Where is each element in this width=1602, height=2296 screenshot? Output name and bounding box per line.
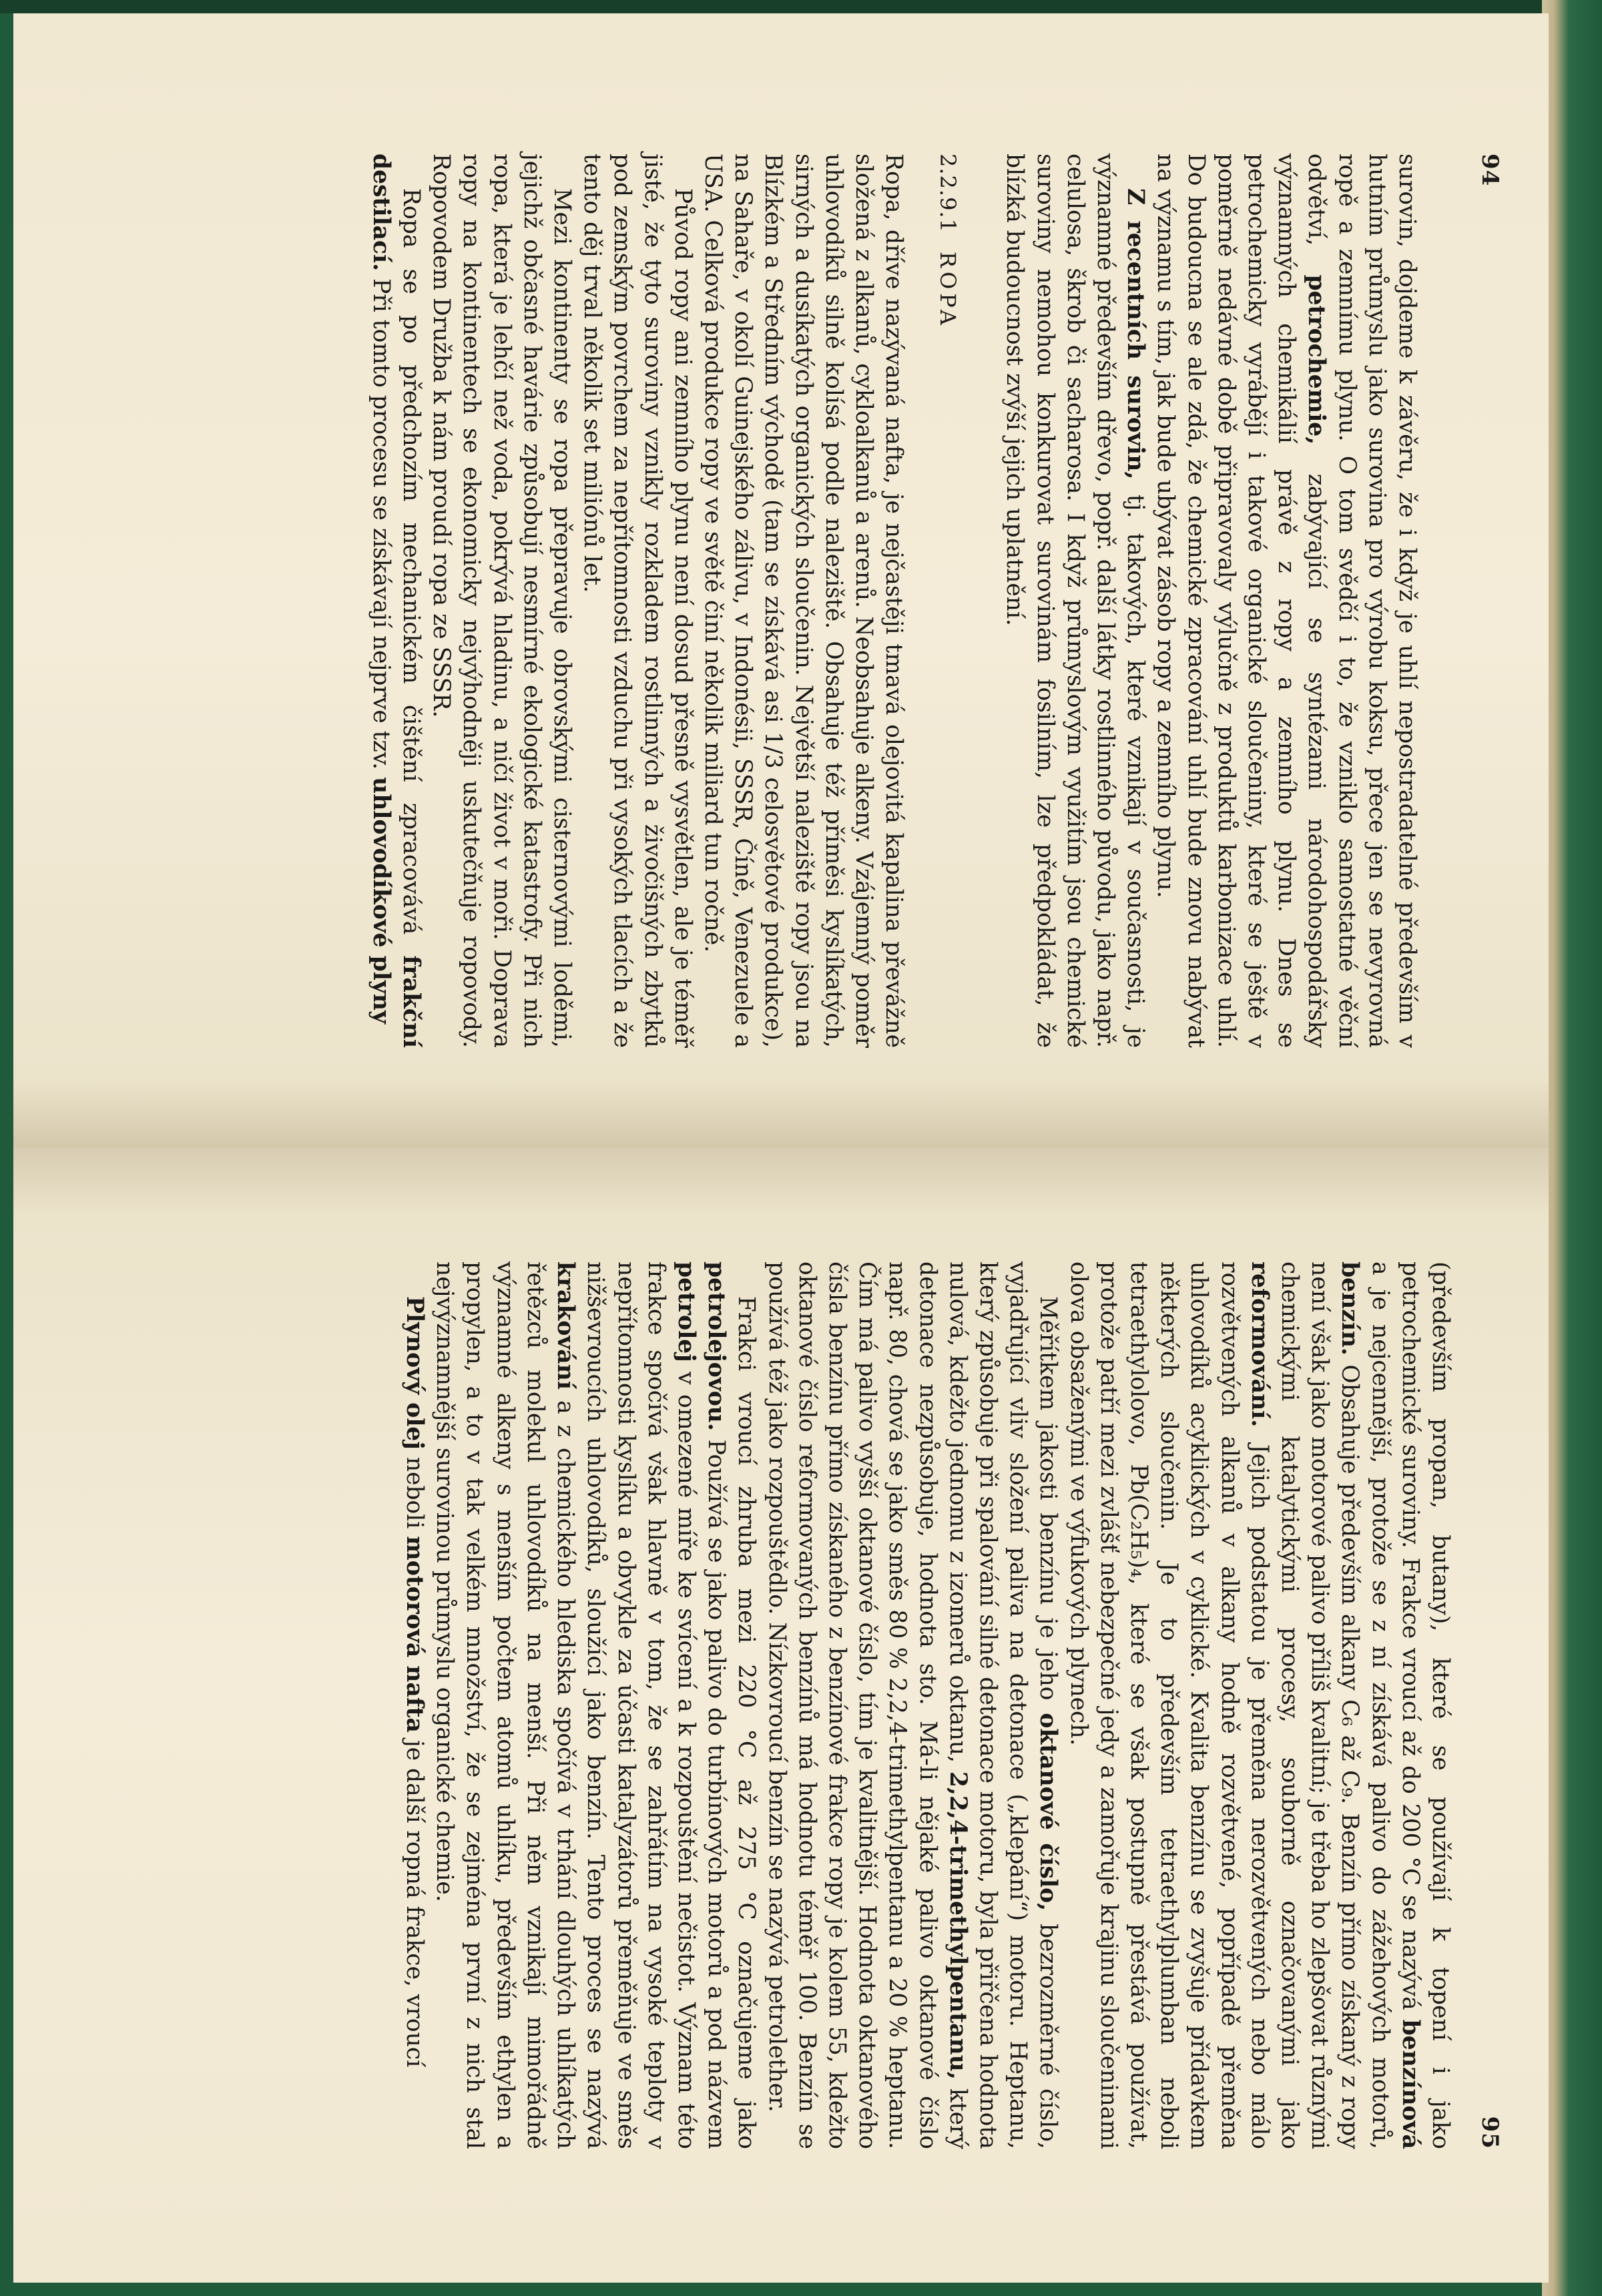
section-heading xyxy=(935,154,961,1048)
text-run: neboli xyxy=(401,1456,429,1529)
bold-term: uhlovodíkové plyny xyxy=(367,777,394,1025)
bold-term: 2,2,4-trimethylpentanu, xyxy=(944,1771,971,2080)
bold-term: motorová nafta xyxy=(401,1536,429,1733)
text-run: Při tomto procesu se získávají nejprve tzv. xyxy=(367,278,394,770)
bold-term: reformování. xyxy=(1246,1261,1273,1428)
bold-term: oktanové číslo, xyxy=(1035,1713,1062,1912)
section-number: 2.2.9.1 xyxy=(935,154,961,233)
text-run: a je nejcennější, protože se z ní získává palivo do zážehových motorů, xyxy=(1366,1261,1394,2149)
text-run: v omezené míře ke svícení a k rozpouštění nečistot. Význam této frakce spočívá však hlavně v tom, že se zahřátím na vysoké teploty v nepřítomnosti kyslíku a obvykle za účasti katalyzátorů přeměňuje ve směs nižševroucích uhlovodíků, sloužící jako benzín. Tento proces se nazývá xyxy=(582,1261,700,2149)
section-title: ROPA xyxy=(935,251,961,329)
bold-term: petrochemie, xyxy=(1303,274,1330,445)
bold-term: Plynový olej xyxy=(401,1296,429,1450)
paragraph xyxy=(1150,154,1422,1048)
page-number: 94 xyxy=(1477,154,1503,187)
text-run: bezrozměrné číslo, vyjadřující vliv složení paliva na detonace („klepání“) motoru. Heptanu, který způsobuje při spalování silné detonace motoru, byla přiřčena hodnota nulová, kdežto jednomu z izomerů oktanu, xyxy=(944,1261,1062,2149)
book-cover-edge xyxy=(1542,0,1602,2296)
bold-term: petrolejovou. xyxy=(703,1261,730,1431)
paragraph xyxy=(761,1261,1063,2149)
text-run: Původ ropy ani zemního plynu není dosud přesně vysvětlen, ale je téměř jisté, že tyto suroviny vznikly rozkladem rostlinných a živočišných zbytků pod zemským povrchem za nepřítomnosti vzduchu při vysokých tlacích a že tento děj trval několik set miliónů let. xyxy=(579,154,696,1048)
text-run: je další ropná frakce, vroucí xyxy=(401,1739,429,2068)
bold-term: benzín. xyxy=(1336,1261,1364,1356)
text-run: a z chemického hlediska spočívá v trhání dlouhých uhlíkatých řetězců molekul uhlovodíků na menší. Při něm vznikají mimořádně významné alkeny s menším počtem atomů uhlíku, především ethylen a propylen, a to v tak velkém množství, že se zejména první z nich stal nejvýznamnější surovinou průmyslu organické chemie. xyxy=(431,1261,579,2150)
bold-term: frakční destilací. xyxy=(367,154,425,1048)
paragraph xyxy=(426,154,577,1048)
text-run: Používá se jako palivo do turbínových motorů a pod názvem xyxy=(703,1439,730,2150)
text-run: tj. takových, které vznikají v současnosti, je významné především dřevo, popř. další látky rostlinného původu, jako např. celulosa, škrob či sacharosa. I když průmyslovým využitím jsou chemické suroviny nemohou konkurovat surovinám fosilním, lze předpokládat, že blízká budoucnost zvýší jejich uplatnění. xyxy=(1001,154,1149,1049)
paragraph xyxy=(698,154,908,1048)
text-run: Mezi kontinenty se ropa přepravuje obrovskými cisternovými loděmi, jejichž občasné havárie způsobují nesmírné ekologické katastrofy. Při nich ropa, která je lehčí než voda, pokrývá hladinu, a ničí život v moři. Doprava ropy na kontinentech se ekonomicky nejvýhodněji uskutečňuje ropovody. Ropovodem Družba k nám proudí ropa ze SSSR. xyxy=(428,154,575,1048)
page-94 xyxy=(13,13,1549,1148)
page-95 xyxy=(13,1148,1549,2283)
bold-term: krakování xyxy=(552,1261,579,1390)
text-run: Frakci vroucí zhruba mezi 220 °C až 275 °C označujeme jako xyxy=(733,1296,760,2149)
text-run: surovin, dojdeme k závěru, že i když je uhlí nepostradatelné především v hutním průmyslu jako surovina pro výrobu koksu, přece jen se nevyrovná ropě a zemnímu plynu. O tom svědčí i to, že vzniklo samostatné věční odvětví, xyxy=(1303,154,1420,1048)
text-run: Ropa se po předchozím mechanickém čištění zpracovává xyxy=(397,188,425,935)
text-run: (především propan, butany), které se používají k topení i jako petrochemické suroviny. Frakce vroucí až do 200 °C se nazývá xyxy=(1396,1261,1454,2149)
book-cover-edge xyxy=(0,0,1602,13)
paragraph xyxy=(366,154,426,1048)
paragraph xyxy=(577,154,698,1048)
bold-term: benzínová xyxy=(1396,2019,1424,2149)
text-run: Ropa, dříve nazývaná nafta, je nejčastěji tmavá olejovitá kapalina převážně složená z alkanů, cykloalkanů a arenů. Neobsahuje alkeny. Vzájemný poměr uhlovodíků silně kolísá podle naleziště. Obsahuje též příměsi kyslíkatých, sirných a dusíkatých organických sloučenin. Největší naleziště ropy jsou na Blízkém a Středním východě (tam se získává asi 1/3 celosvětové produkce), na Sahaře, v okolí Guinejského zálivu, v Indonésii, SSSR, Číně, Venezuele a USA. Celková produkce ropy ve světě činí několik miliard tun ročně. xyxy=(699,154,908,1048)
text-run: který detonace nezpůsobuje, hodnota sto. Má-li nějaké palivo oktanové číslo např. 80, chová se jako směs 80 % 2,2,4-trimethylpentanu a 20 % heptanu. Čím má palivo vyšší oktanové číslo, tím je kvalitnější. Hodnota oktanového čísla benzínu přímo získaného z benzínové frakce ropy je kolem 55, kdežto oktanové číslo reformovaných benzínů má hodnotu téměř 100. Benzín se používá též jako rozpouštědlo. Nízkovroucí benzín se nazývá petrolether. xyxy=(763,1261,971,2149)
text-run: zabývající se syntézami národohospodářsky významných chemikálií právě z ropy a zemního plynu. Dnes se petrochemicky vyrábějí i takové organické sloučeniny, které se ještě v poměrně nedávné době připravovaly výlučně z produktů karbonizace uhlí. Do budoucna se ale zdá, že chemické zpracování uhlí bude znovu nabývat na významu s tím, jak bude ubývat zásob ropy a zemního plynu. xyxy=(1152,154,1330,1049)
bold-term: Z recentních surovin, xyxy=(1122,188,1149,480)
text-run: Jejich podstatou je přeměna nerozvětvených nebo málo rozvětvených alkanů v alkany hodně rozvětvené, popřípadě přeměna uhlovodíků acyklických v cyklické. Kvalita benzínu se zvyšuje přídavkem některých sloučenin. Je to především tetraethylplumban neboli tetraethylolovo, Pb(C₂H₅)₄, které se však postupně přestává používat, protože patří mezi zvlášť nebezpečné jedy a zamořuje krajinu sloučeninami olova obsaženými ve výfukových plynech. xyxy=(1065,1261,1273,2149)
paragraph xyxy=(429,1261,761,2149)
page-number: 95 xyxy=(1477,2116,1503,2149)
paragraph xyxy=(999,154,1150,1048)
text-run: Měřítkem jakosti benzínu je jeho xyxy=(1035,1296,1062,1701)
paragraph xyxy=(399,1261,429,2149)
paragraph xyxy=(1063,1261,1455,2149)
open-book xyxy=(13,13,1549,2283)
bold-term: petrolej xyxy=(672,1261,700,1362)
text-run: Obsahuje především alkany C₆ až C₉. Benzín přímo získaný z ropy není však jako motorové palivo příliš kvalitní; je třeba ho zlepšovat různými chemickými katalytickými procesy, souborně označovanými jako xyxy=(1276,1261,1364,2150)
